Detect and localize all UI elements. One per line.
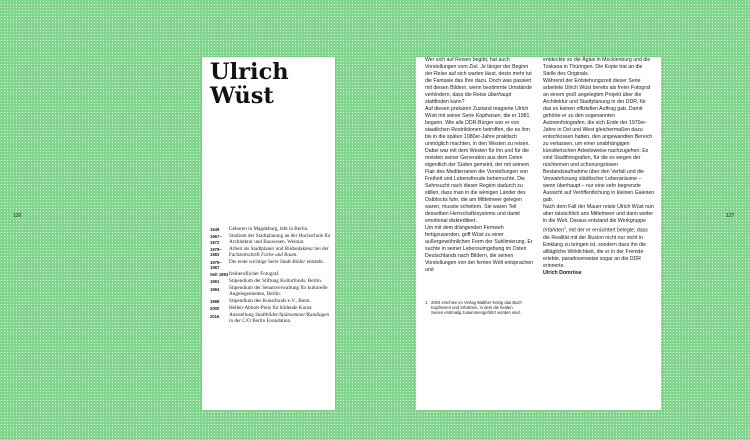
biography-text: Stipendium des Kunstfonds e.V., Bonn. [229, 298, 311, 305]
biography-year: 1979–1983 [210, 247, 222, 258]
biography-year: 1979–1987 [210, 259, 222, 271]
footnote [425, 300, 525, 316]
biography-entry [210, 260, 334, 271]
biography-entry [210, 272, 334, 278]
page-number-left: 126 [13, 213, 22, 219]
biography-year: 1994 [210, 286, 220, 292]
biography-entry [210, 306, 334, 312]
biography-text: Geboren in Magdeburg, lebt in Berlin. [229, 226, 309, 232]
footnote-number: 1 [425, 300, 428, 305]
biography-year: 1949 [210, 227, 220, 233]
essay-paragraph: Auf diesen prekären Zustand reagierte Ulrich Wüst mit seiner Serie Kopfreisen, die er 1981 begann. Wie alle DDR-Bürger war er von staatlichen Restriktionen betroffen, die es ihm bis in die späten 1980er-Jahre praktisch unmöglich machten, in den Westen zu reisen. Dabei war mit dem Westen für ihn und für die meisten seiner Generation aus dem Osten eigentlich der Süden gemeint, der mit seinem Flair des Mediterranen die Vorstellungen von Freiheit und Lebensfreude beherrschte. Die Sehnsucht nach dieser Region dadurch zu stillen, dass man in die wenigen Länder des Ostblocks fuhr, die am Mittelmeer gelegen waren, musste scheitern. Sie waren Teil desselben Herrschaftssystems und damit emotional diskreditiert. [425, 106, 530, 224]
biography-text: Stipendium der Stiftung Kulturfonds, Berlin. [229, 278, 323, 285]
page-number-right: 127 [726, 213, 735, 219]
biography-list [210, 227, 334, 326]
essay-paragraph: Während der Entstehungszeit dieser Serie arbeitete Ulrich Wüst bereits als freier Fotograf an einem groß angelegten Projekt über die Architektur und Stadtplanung in der DDR, für das es keinen offiziellen Auftrag gab. Damit gehörte er zu den sogenannten Autorenfotografen, die sich Ende der 1970er-Jahre in Ost und West gleichermaßen dazu entschlossen hatten, den angewandten Bereich zu verlassen, um einer unabhängigen künstlerischen Arbeitsweise nachzugehen. Es sind Stadtfotografien, für die es wegen der nüchternen und schonungslosen Bestandsaufnahme über den Verfall und die Verwahrlosung städtischer Lebensräume – wenn überhaupt – nur eine sehr begrenzte Aussicht auf Veröffentlichung in kleinen Galerien gab. [543, 78, 655, 203]
essay-column-2 [543, 57, 655, 277]
biography-entry [210, 279, 334, 285]
title-last-name: Wüst [210, 83, 274, 109]
biography-entry [210, 313, 334, 324]
biography-text: Studium der Stadtplanung an der Hochschule für Architektur und Bauwesen, Weimar. [229, 233, 331, 245]
title-first-name: Ulrich [210, 59, 289, 85]
biography-year: 2016 [210, 313, 220, 319]
page-title [210, 60, 289, 108]
biography-entry [210, 247, 334, 258]
essay-paragraph: Wer sich auf Reisen begibt, hat auch Vorstellungen vom Ziel. Je länger der Beginn der Reise auf sich warten lässt, desto mehr tut die Fantasie das Ihre dazu. Doch was passiert mit diesen Bildern, wenn bestimmte Umstände verhindern, dass die Reise überhaupt stattfinden kann? [425, 57, 532, 105]
footnote-text: 2004 erschien im Verlag Walther König das Buch Kopfreisen und Irrfahrten, in dem die beiden Serien erstmalig zusammengeführt worden sind. [431, 300, 522, 316]
biography-year: 1967–1972 [210, 234, 222, 245]
biography-text: Stipendium der Senatsverwaltung für kulturelle Angelegenheiten, Berlin. [229, 285, 328, 297]
biography-year: 2000 [210, 306, 220, 312]
biography-entry [210, 299, 334, 305]
biography-entry [210, 227, 334, 233]
biography-year: 1991 [210, 279, 220, 285]
left-page [202, 57, 335, 410]
essay-author: Ulrich Domröse [543, 269, 582, 276]
biography-text: freiberuflicher Fotograf. [229, 270, 280, 277]
biography-entry [210, 286, 334, 297]
biography-text: Hellen-Abbott-Preis für bildende Kunst. [229, 305, 313, 312]
essay-paragraph: entdeckte so die Ägäis in Mecklenburg und die Toskana in Thüringen. Die Kopie trat an die Stelle des Originals. [543, 57, 651, 77]
essay-paragraph: Um mit dem drängenden Fernweh fertigzuwerden, griff Wüst zu einer außergewöhnlichen Form der Sublimierung. Er suchte in seiner Lebensumgebung im Osten Deutschlands nach Bildern, die seinen Vorstellungen von der fernen Welt entsprachen und [425, 225, 534, 273]
biography-entry [210, 234, 334, 245]
biography-text: Arbeit als Stadtplaner und Bildredakteur bei der Fachzeitschrift Farbe und Raum. [229, 245, 329, 258]
biography-text: Ausstellung Stadtbilder/Spätsommer/Randlagen in der C/O Berlin Foundation. [229, 312, 330, 325]
biography-year: Seit 1983 [210, 272, 229, 278]
essay-column-1 [425, 57, 535, 274]
right-page [416, 57, 661, 410]
footnote-marker: 1 [564, 226, 566, 230]
essay-paragraph: Nach dem Fall der Mauer reiste Ulrich Wüst nun aber tatsächlich ans Mittelmeer und dann weiter in die Welt. Daraus entstand die Werkgruppe Irrfahrten$^1$, mit der er ernüchtert belegte, dass die Realität mit der Illusion nicht nur nicht in Einklang zu bringen ist, sondern dass ihn die alltägliche Wirklichkeit, die er in der Fremde erlebte, paradoxerweise sogar an die DDR erinnerte. [543, 204, 654, 269]
biography-text: Die erste wichtige Serie Stadt-Bilder entsteht. [229, 258, 325, 265]
biography-year: 1998 [210, 299, 220, 305]
